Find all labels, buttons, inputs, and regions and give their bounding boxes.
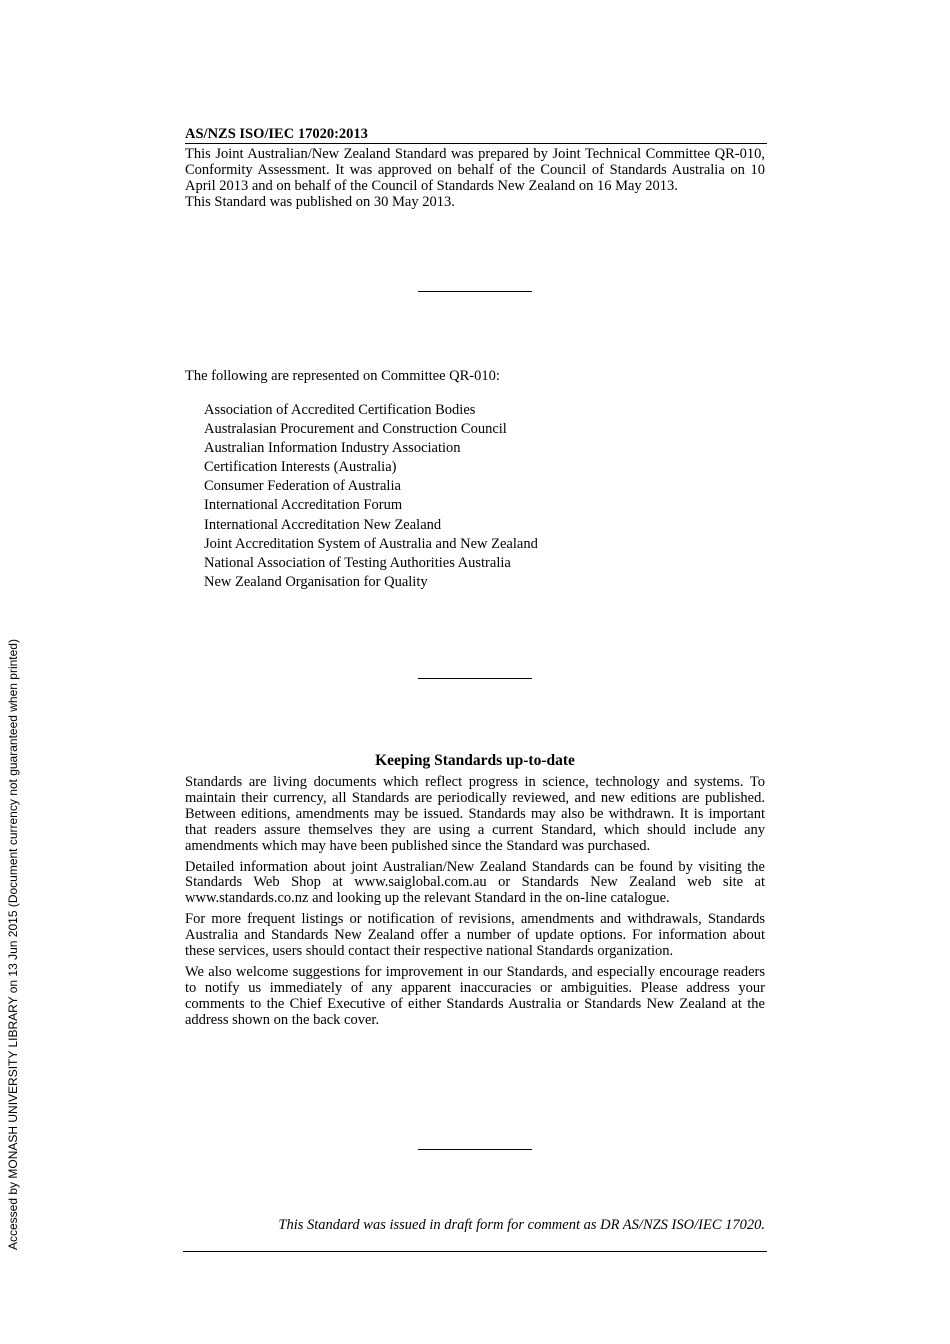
standard-title: AS/NZS ISO/IEC 17020:2013 (185, 126, 767, 144)
keeping-heading: Keeping Standards up-to-date (375, 752, 575, 769)
committee-member: International Accreditation New Zealand (204, 516, 442, 533)
access-watermark: Accessed by MONASH UNIVERSITY LIBRARY on 13 Jun 2015 (Document currency not guaranteed when printed) (6, 639, 20, 1250)
keeping-paragraph: Detailed information about joint Australian/New Zealand Standards can be found by visiting the Standards Web Shop at www.saiglobal.com.au or Standards New Zealand web site at www.standards.co.nz and looking up the relevant Standard in the on-line catalogue. (185, 858, 765, 907)
committee-member: Consumer Federation of Australia (204, 478, 401, 495)
section-divider (418, 291, 532, 292)
committee-member: Joint Accreditation System of Australia and New Zealand (204, 535, 538, 552)
committee-member-list (204, 401, 538, 592)
section-divider (418, 678, 532, 679)
committee-member: Australian Information Industry Association (204, 440, 461, 457)
committee-member: Australasian Procurement and Construction Council (204, 421, 507, 438)
approval-text: This Joint Australian/New Zealand Standard was prepared by Joint Technical Committee QR-010, Conformity Assessment. It was approved on behalf of the Council of Standards Australia on 10 April 2013 and on behalf of the Council of Standards New Zealand on 16 May 2013. (185, 146, 765, 194)
section-divider (418, 1149, 532, 1150)
committee-member: International Accreditation Forum (204, 497, 403, 514)
preparation-block (185, 146, 765, 210)
committee-member: Certification Interests (Australia) (204, 459, 397, 476)
footer-rule (183, 1251, 767, 1252)
keeping-body (185, 775, 765, 1034)
committee-member: New Zealand Organisation for Quality (204, 573, 428, 590)
committee-member: National Association of Testing Authorities Australia (204, 554, 511, 571)
keeping-paragraph: For more frequent listings or notification of revisions, amendments and withdrawals, Standards Australia and Standards New Zealand offer a number of update options. For information about these services, users should contact their respective national Standards organization. (185, 911, 765, 960)
published-text: This Standard was published on 30 May 2013. (185, 194, 455, 210)
keeping-paragraph: Standards are living documents which reflect progress in science, technology and systems. To maintain their currency, all Standards are periodically reviewed, and new editions are published. Between editions, amendments may be issued. Standards may also be withdrawn. It is important that readers assure themselves they are using a current Standard, which should include any amendments which may have been published since the Standard was purchased. (185, 774, 765, 854)
keeping-paragraph: We also welcome suggestions for improvement in our Standards, and especially encourage readers to notify us immediately of any apparent inaccuracies or ambiguities. Please address your comments to the Chief Executive of either Standards Australia or Standards New Zealand at the address shown on the back cover. (185, 963, 765, 1028)
committee-intro: The following are represented on Committee QR-010: (185, 368, 500, 384)
draft-note: This Standard was issued in draft form for comment as DR AS/NZS ISO/IEC 17020. (278, 1217, 765, 1233)
committee-member: Association of Accredited Certification Bodies (204, 402, 476, 418)
